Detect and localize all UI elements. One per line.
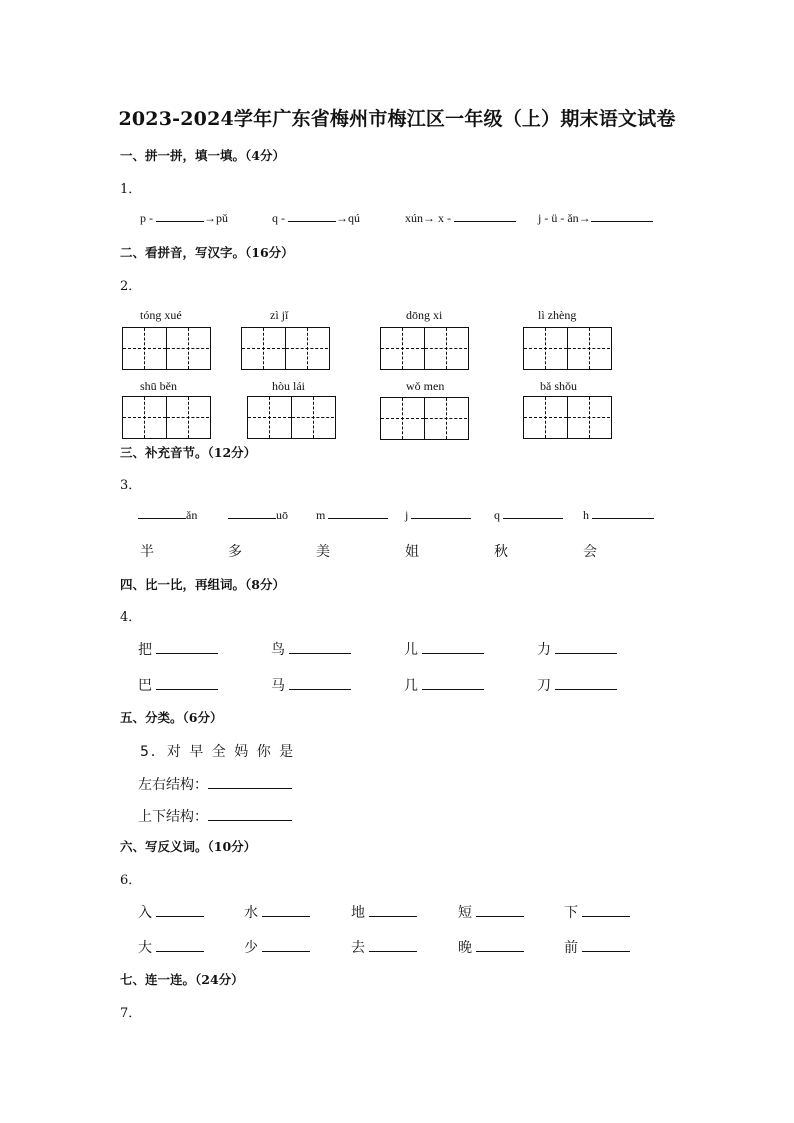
hanzi-char: 鸟 xyxy=(271,642,285,658)
section-1-heading: 一、拼一拼，填一填。（4分） xyxy=(120,148,285,163)
compare-item xyxy=(404,675,484,695)
question-4-number: 4． xyxy=(120,610,142,625)
q5-left-right xyxy=(138,774,292,794)
answer-blank[interactable] xyxy=(555,688,617,690)
section-3-heading: 三、补充音节。（12分） xyxy=(120,445,257,460)
answer-blank[interactable] xyxy=(289,652,351,654)
q1-item-3-prefix: xún→ x - xyxy=(405,211,451,225)
answer-blank[interactable] xyxy=(411,517,471,519)
answer-blank[interactable] xyxy=(369,915,417,917)
q1-item-3 xyxy=(405,211,516,226)
writing-grid[interactable] xyxy=(523,396,612,439)
antonym-item xyxy=(458,937,524,957)
section-5-heading: 五、分类。（6分） xyxy=(120,710,223,725)
q5-top-bottom xyxy=(138,806,292,826)
answer-blank[interactable] xyxy=(582,915,630,917)
q1-item-1-prefix: p - xyxy=(140,211,153,225)
pinyin-label: shū běn xyxy=(140,379,177,393)
syllable-item xyxy=(405,508,471,523)
hanzi-char: 水 xyxy=(244,905,258,921)
q1-item-2-suffix: →qú xyxy=(336,211,360,225)
answer-blank[interactable] xyxy=(156,688,218,690)
hanzi-char: 力 xyxy=(537,642,551,658)
syllable-initial: m xyxy=(316,508,326,522)
answer-blank[interactable] xyxy=(156,652,218,654)
hanzi-char: 少 xyxy=(244,940,258,956)
hanzi-char: 几 xyxy=(404,678,418,694)
structure-label: 上下结构： xyxy=(138,809,208,825)
syllable-initial: j xyxy=(405,508,409,522)
pinyin-label: tóng xué xyxy=(140,308,182,322)
hanzi-char: 美 xyxy=(316,544,330,560)
q1-item-1-suffix: →pǔ xyxy=(204,211,228,225)
section-7-heading: 七、连一连。（24分） xyxy=(120,972,244,987)
syllable-item xyxy=(228,508,288,523)
hanzi-char: 刀 xyxy=(537,678,551,694)
syllable-initial: q xyxy=(494,508,500,522)
hanzi-char: 把 xyxy=(138,642,152,658)
antonym-item xyxy=(244,902,310,922)
question-5-line: 5．对 早 全 妈 你 是 xyxy=(140,744,296,760)
antonym-item xyxy=(564,902,630,922)
answer-blank[interactable] xyxy=(156,950,204,952)
q1-item-2-prefix: q - xyxy=(272,211,285,225)
pinyin-label: bǎ shǒu xyxy=(540,379,577,393)
answer-blank[interactable] xyxy=(262,915,310,917)
syllable-final: uō xyxy=(276,508,288,522)
antonym-item xyxy=(138,902,204,922)
writing-grid[interactable] xyxy=(122,327,211,370)
syllable-initial: h xyxy=(583,508,589,522)
page-title: 2023-2024学年广东省梅州市梅江区一年级（上）期末语文试卷 xyxy=(118,108,676,130)
q1-item-4-prefix: j - ü - ǎn→ xyxy=(538,211,591,225)
hanzi-char: 前 xyxy=(564,940,578,956)
compare-item xyxy=(138,675,218,695)
writing-grid[interactable] xyxy=(241,327,330,370)
writing-grid[interactable] xyxy=(247,396,336,439)
pinyin-label: dōng xi xyxy=(406,308,443,322)
answer-blank[interactable] xyxy=(422,652,484,654)
answer-blank[interactable] xyxy=(288,220,336,222)
answer-blank[interactable] xyxy=(156,220,204,222)
q1-item-1 xyxy=(140,211,228,226)
answer-blank[interactable] xyxy=(156,915,204,917)
structure-label: 左右结构： xyxy=(138,777,208,793)
syllable-item xyxy=(138,508,197,523)
answer-blank[interactable] xyxy=(555,652,617,654)
antonym-item xyxy=(351,902,417,922)
answer-blank[interactable] xyxy=(503,517,563,519)
hanzi-char: 大 xyxy=(138,940,152,956)
answer-blank[interactable] xyxy=(476,915,524,917)
question-3-number: 3． xyxy=(120,478,142,493)
syllable-item xyxy=(583,508,654,523)
hanzi-char: 秋 xyxy=(494,544,508,560)
answer-blank[interactable] xyxy=(289,688,351,690)
hanzi-char: 巴 xyxy=(138,678,152,694)
syllable-final: ǎn xyxy=(186,508,198,522)
writing-grid[interactable] xyxy=(122,396,211,439)
answer-blank[interactable] xyxy=(582,950,630,952)
antonym-item xyxy=(458,902,524,922)
compare-item xyxy=(138,639,218,659)
writing-grid[interactable] xyxy=(380,327,469,370)
hanzi-char: 马 xyxy=(271,678,285,694)
q1-item-2 xyxy=(272,211,360,226)
hanzi-char: 地 xyxy=(351,905,365,921)
writing-grid[interactable] xyxy=(380,397,469,440)
compare-item xyxy=(271,675,351,695)
hanzi-char: 儿 xyxy=(404,642,418,658)
q1-item-4 xyxy=(538,211,653,226)
answer-blank[interactable] xyxy=(208,787,292,789)
answer-blank[interactable] xyxy=(228,517,276,519)
question-7-number: 7． xyxy=(120,1006,142,1021)
hanzi-char: 多 xyxy=(228,544,242,560)
antonym-item xyxy=(564,937,630,957)
compare-item xyxy=(271,639,351,659)
antonym-item xyxy=(244,937,310,957)
section-6-heading: 六、写反义词。（10分） xyxy=(120,839,257,854)
hanzi-char: 姐 xyxy=(405,544,419,560)
question-1-number: 1． xyxy=(120,182,142,197)
answer-blank[interactable] xyxy=(369,950,417,952)
syllable-item xyxy=(494,508,563,523)
answer-blank[interactable] xyxy=(476,950,524,952)
section-2-heading: 二、看拼音，写汉字。（16分） xyxy=(120,245,294,260)
compare-item xyxy=(404,639,484,659)
answer-blank[interactable] xyxy=(138,517,186,519)
section-4-heading: 四、比一比，再组词。（8分） xyxy=(120,577,285,592)
writing-grid[interactable] xyxy=(523,327,612,370)
answer-blank[interactable] xyxy=(422,688,484,690)
syllable-item xyxy=(316,508,388,523)
hanzi-char: 晚 xyxy=(458,940,472,956)
answer-blank[interactable] xyxy=(591,220,653,222)
hanzi-char: 半 xyxy=(140,544,154,560)
pinyin-label: lì zhèng xyxy=(538,308,577,322)
answer-blank[interactable] xyxy=(262,950,310,952)
hanzi-char: 短 xyxy=(458,905,472,921)
question-2-number: 2． xyxy=(120,279,142,294)
pinyin-label: hòu lái xyxy=(272,379,305,393)
question-6-number: 6． xyxy=(120,873,142,888)
answer-blank[interactable] xyxy=(454,220,516,222)
antonym-item xyxy=(351,937,417,957)
answer-blank[interactable] xyxy=(208,819,292,821)
hanzi-char: 去 xyxy=(351,940,365,956)
antonym-item xyxy=(138,937,204,957)
hanzi-char: 下 xyxy=(564,905,578,921)
hanzi-char: 入 xyxy=(138,905,152,921)
hanzi-char: 会 xyxy=(583,544,597,560)
answer-blank[interactable] xyxy=(592,517,654,519)
answer-blank[interactable] xyxy=(328,517,388,519)
pinyin-label: wǒ men xyxy=(406,379,445,393)
compare-item xyxy=(537,675,617,695)
compare-item xyxy=(537,639,617,659)
pinyin-label: zì jǐ xyxy=(270,308,289,322)
